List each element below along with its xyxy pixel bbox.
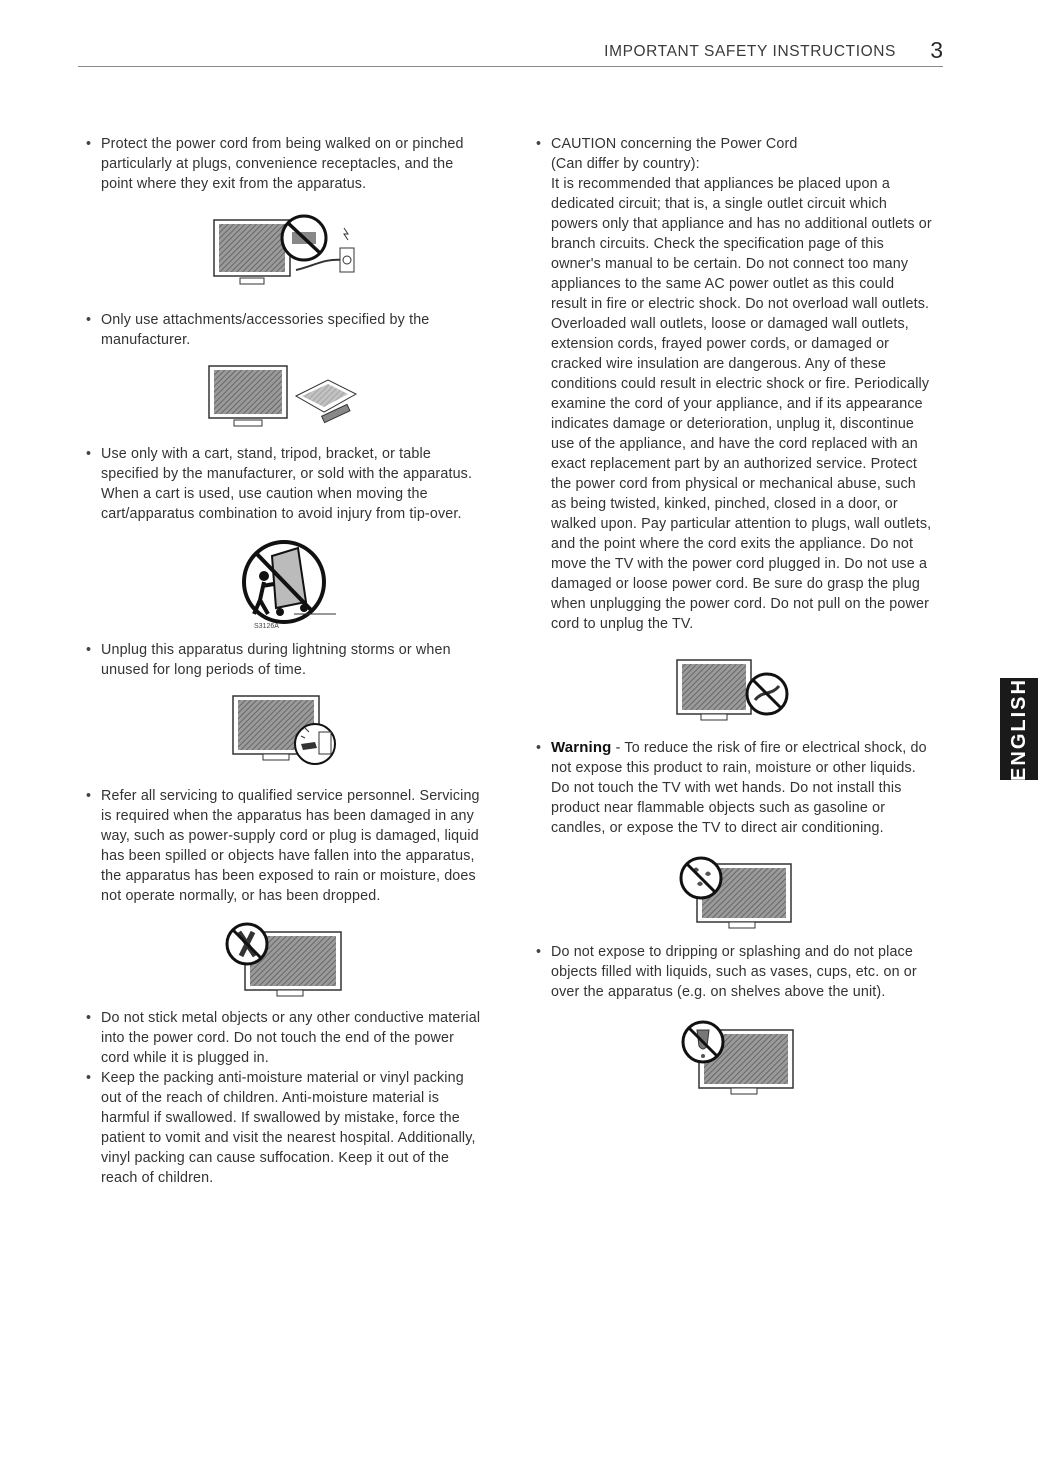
bullet-servicing: • Refer all servicing to qualified service personnel. Servicing is required when the apparatus has been damaged in any way, such as power-supply cord or plug is damaged, liquid has been spilled or objects have fallen into the apparatus, the apparatus has been exposed to rain or moisture, does not operate normally, or has been dropped. — [86, 786, 482, 906]
bullet-anti-moisture: • Keep the packing anti-moisture material or vinyl packing out of the reach of children. Anti-moisture material is harmful if swallowed. If swallowed by mistake, force the patient to vomit and visit the nearest hospital. Additionally, vinyl packing can cause suffocation. Keep it out of the reach of children. — [86, 1068, 482, 1188]
accessories-illustration — [204, 362, 364, 432]
bullet-dripping: • Do not expose to dripping or splashing and do not place objects filled with liquids, such as vases, cups, etc. on or over the apparatus (e.g. on shelves above the unit). — [536, 942, 932, 1002]
power-cord-illustration — [204, 208, 364, 298]
caution-title: • CAUTION concerning the Power Cord — [551, 136, 798, 152]
header-title: IMPORTANT SAFETY INSTRUCTIONS — [604, 43, 896, 60]
bullet-warning — [536, 738, 932, 838]
bullet-cart: • Use only with a cart, stand, tripod, bracket, or table specified by the manufacturer, or sold with the apparatus. When a cart is used, use caution when moving the cart/apparatus combination to avoid injury from tip-over. — [86, 444, 482, 524]
left-column — [86, 134, 482, 1188]
caution-subtitle: (Can differ by country): — [551, 156, 700, 172]
language-tab-label: ENGLISH — [1007, 677, 1030, 781]
cart-code-label: S3126A — [254, 623, 279, 630]
warning-body: - To reduce the risk of fire or electrical shock, do not expose this product to rain, moisture or other liquids. Do not touch the TV with wet hands. Do not install this product near flammable objects such as gasoline or candles, or expose the TV to direct air conditioning. — [551, 740, 927, 836]
liquid-warning-illustration — [659, 852, 809, 932]
language-tab — [1000, 678, 1038, 780]
warning-label: Warning — [551, 739, 612, 756]
right-column — [536, 134, 932, 1096]
page-number: 3 — [930, 37, 943, 63]
bullet-metal-objects: • Do not stick metal objects or any other conductive material into the power cord. Do not touch the end of the power cord while it is plugged in. — [86, 1008, 482, 1068]
bullet-power-cord-protect: • Protect the power cord from being walked on or pinched particularly at plugs, convenience receptacles, and the point where they exit from the apparatus. — [86, 134, 482, 194]
bullet-caution-power-cord — [536, 134, 932, 634]
cart-tip-over-icon — [224, 538, 344, 630]
caution-body: It is recommended that appliances be placed upon a dedicated circuit; that is, a single outlet circuit which powers only that appliance and has no additional outlets or branch circuits. Check the specification page of this owner's manual to be certain. Do not connect too many appliances to the same AC power outlet as this could result in fire or electric shock. Do not overload wall outlets. Overloaded wall outlets, loose or damaged wall outlets, extension cords, frayed power cords, or damaged or cracked wire insulation are dangerous. Any of these conditions could result in electric shock or fire. Periodically examine the cord of your appliance, and if its appearance indicates damage or deterioration, unplug it, discontinue use of the appliance, and have the cord replaced with an exact replacement part by an authorized service. Protect the power cord from physical or mechanical abuse, such as being twisted, kinked, pinched, closed in a door, or walked upon. Pay particular attention to plugs, wall outlets, and the point where the cord exits the appliance. Do not move the TV with the power cord plugged in. Do not use a damaged or loose power cord. Be sure do grasp the plug when unplugging the power cord. Do not pull on the power cord to unplug the TV. — [551, 176, 932, 632]
page-header — [78, 37, 943, 67]
vase-warning-illustration — [659, 1016, 809, 1096]
bullet-unplug: • Unplug this apparatus during lightning storms or when unused for long periods of time. — [86, 640, 482, 680]
bullet-accessories: • Only use attachments/accessories specified by the manufacturer. — [86, 310, 482, 350]
unplug-illustration — [219, 692, 349, 772]
servicing-illustration — [219, 918, 349, 998]
power-cord-tv-illustration — [659, 656, 809, 726]
